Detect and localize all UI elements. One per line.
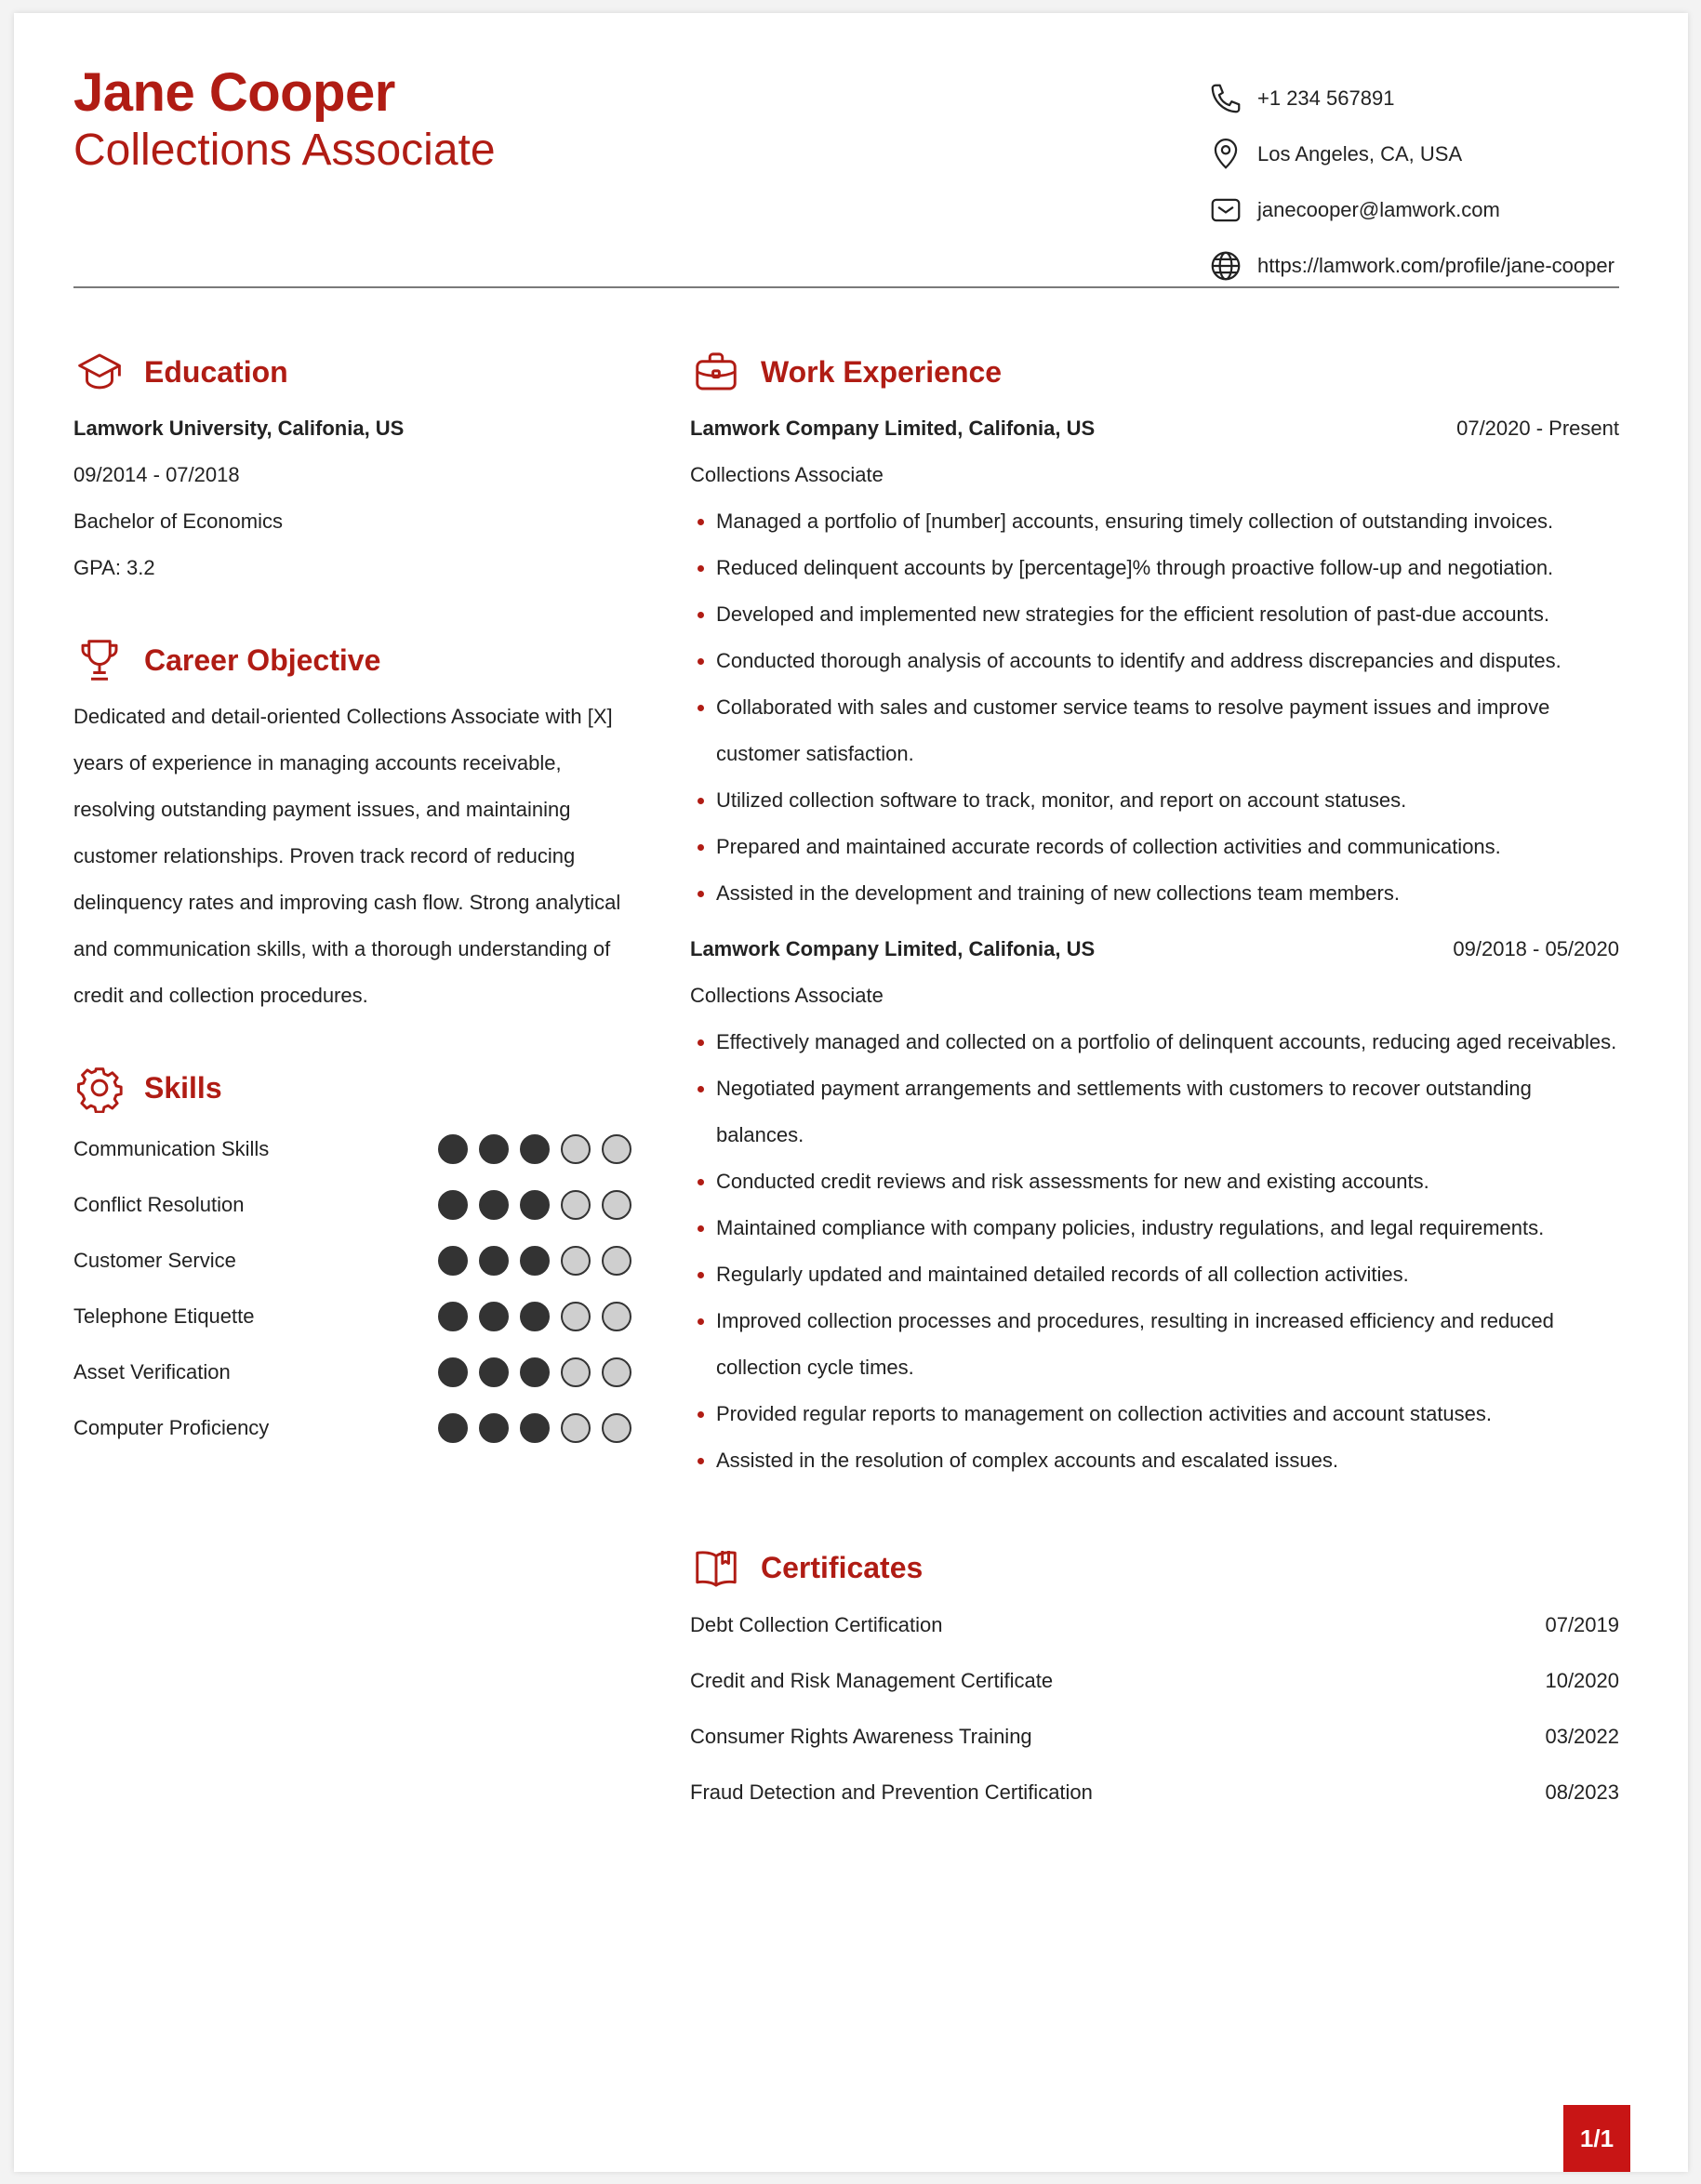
phone-icon (1207, 80, 1244, 117)
objective-line: credit and collection procedures. (73, 984, 368, 1007)
objective-text (73, 694, 631, 1019)
right-column (690, 344, 1619, 1820)
job-bullet: Prepared and maintained accurate records of collection activities and communications. (690, 824, 1619, 870)
objective-title: Career Objective (144, 642, 381, 677)
certificate-row (690, 1765, 1619, 1820)
job-company: Lamwork Company Limited, Califonia, US (690, 937, 1096, 960)
certificate-date: 08/2023 (1545, 1780, 1619, 1804)
skill-dot-filled (479, 1246, 509, 1276)
skill-dot-filled (438, 1413, 468, 1443)
contact-location-text: Los Angeles, CA, USA (1257, 142, 1463, 165)
skill-name: Computer Proficiency (73, 1416, 270, 1439)
certificates-heading (690, 1540, 1619, 1595)
skill-row (73, 1289, 631, 1344)
objective-line: customer relationships. Proven track record of reducing (73, 844, 576, 867)
briefcase-icon (690, 346, 742, 398)
skill-dot-empty (602, 1190, 631, 1220)
job-bullet: Collaborated with sales and customer service teams to resolve payment issues and improve customer satisfaction. (690, 684, 1619, 777)
job-bullet: Effectively managed and collected on a portfolio of delinquent accounts, reducing aged receivables. (690, 1019, 1619, 1066)
work-title: Work Experience (761, 354, 1003, 389)
candidate-name: Jane Cooper (73, 62, 395, 123)
work-heading (690, 344, 1619, 400)
job-bullet: Negotiated payment arrangements and settlements with customers to recover outstanding balances. (690, 1066, 1619, 1158)
skill-name: Conflict Resolution (73, 1193, 245, 1216)
certificate-name: Fraud Detection and Prevention Certification (690, 1780, 1093, 1804)
job-bullet: Conducted credit reviews and risk assessments for new and existing accounts. (690, 1158, 1619, 1205)
skill-dot-filled (520, 1246, 550, 1276)
skill-dot-filled (479, 1357, 509, 1387)
skill-row (73, 1344, 631, 1400)
job-bullet: Improved collection processes and procedures, resulting in increased efficiency and reduced collection cycle times. (690, 1298, 1619, 1391)
job-bullets (690, 498, 1619, 917)
skills-section (73, 1060, 631, 1456)
skill-dot-filled (479, 1302, 509, 1331)
certificate-date: 10/2020 (1545, 1669, 1619, 1692)
skill-dot-filled (438, 1190, 468, 1220)
job-bullet: Conducted thorough analysis of accounts to identify and address discrepancies and disputes. (690, 638, 1619, 684)
education-school: Lamwork University, Califonia, US (73, 417, 405, 440)
education-section (73, 344, 631, 591)
job-bullets (690, 1019, 1619, 1484)
skill-dot-filled (520, 1302, 550, 1331)
certificate-date: 03/2022 (1545, 1725, 1619, 1748)
skill-dot-empty (602, 1134, 631, 1164)
book-icon (690, 1542, 742, 1594)
skills-list (73, 1121, 631, 1456)
skill-dot-filled (520, 1190, 550, 1220)
job-company: Lamwork Company Limited, Califonia, US (690, 417, 1096, 440)
job-bullet: Assisted in the development and training of new collections team members. (690, 870, 1619, 917)
skill-row (73, 1121, 631, 1177)
job-header (690, 926, 1619, 973)
skill-rating (438, 1357, 631, 1387)
skill-dot-filled (520, 1134, 550, 1164)
certificate-list (690, 1597, 1619, 1820)
skill-dot-empty (561, 1357, 591, 1387)
job-bullet: Maintained compliance with company policies, industry regulations, and legal requirements. (690, 1205, 1619, 1251)
job-dates: 07/2020 - Present (1456, 417, 1619, 440)
job-entry (690, 926, 1619, 1484)
skill-dot-empty (602, 1302, 631, 1331)
skill-name: Customer Service (73, 1249, 236, 1272)
mail-icon (1207, 192, 1244, 229)
education-title: Education (144, 354, 288, 389)
contact-location (1207, 126, 1635, 182)
certificate-row (690, 1709, 1619, 1765)
job-bullet: Developed and implemented new strategies for the efficient resolution of past-due accounts. (690, 591, 1619, 638)
skill-dot-empty (561, 1413, 591, 1443)
skill-dot-filled (520, 1357, 550, 1387)
objective-heading (73, 632, 631, 688)
work-section (690, 344, 1619, 1484)
certificate-name: Consumer Rights Awareness Training (690, 1725, 1032, 1748)
skill-dot-filled (520, 1413, 550, 1443)
certificate-row (690, 1597, 1619, 1653)
skill-dot-empty (561, 1246, 591, 1276)
objective-line: years of experience in managing accounts receivable, (73, 751, 562, 774)
page-indicator: 1/1 (1563, 2105, 1630, 2172)
job-header (690, 405, 1619, 452)
skill-dot-filled (438, 1134, 468, 1164)
contact-list (1207, 71, 1635, 294)
candidate-title: Collections Associate (73, 126, 496, 175)
contact-website-text: https://lamwork.com/profile/jane-cooper (1257, 254, 1615, 277)
skill-row (73, 1177, 631, 1233)
left-column (73, 344, 631, 1456)
globe-icon (1207, 247, 1244, 285)
gear-icon (73, 1062, 126, 1114)
job-position: Collections Associate (690, 984, 884, 1007)
skill-dot-empty (602, 1246, 631, 1276)
skill-dot-filled (438, 1357, 468, 1387)
contact-phone (1207, 71, 1635, 126)
certificate-name: Debt Collection Certification (690, 1613, 943, 1636)
skill-dot-filled (438, 1302, 468, 1331)
skill-name: Telephone Etiquette (73, 1304, 255, 1328)
skill-dot-empty (561, 1302, 591, 1331)
skill-dot-filled (479, 1134, 509, 1164)
skill-dot-filled (479, 1413, 509, 1443)
skill-rating (438, 1134, 631, 1164)
skill-rating (438, 1246, 631, 1276)
location-pin-icon (1207, 136, 1244, 173)
job-bullet: Regularly updated and maintained detailed records of all collection activities. (690, 1251, 1619, 1298)
skill-dot-empty (602, 1413, 631, 1443)
skill-rating (438, 1302, 631, 1331)
job-bullet: Provided regular reports to management on collection activities and account statuses. (690, 1391, 1619, 1437)
education-gpa: GPA: 3.2 (73, 556, 155, 579)
certificates-section (690, 1540, 1619, 1820)
job-bullet: Utilized collection software to track, monitor, and report on account statuses. (690, 777, 1619, 824)
skill-rating (438, 1190, 631, 1220)
skills-heading (73, 1060, 631, 1116)
job-position: Collections Associate (690, 463, 884, 486)
skill-dot-empty (561, 1134, 591, 1164)
skill-dot-empty (602, 1357, 631, 1387)
job-bullet: Managed a portfolio of [number] accounts, ensuring timely collection of outstanding invoices. (690, 498, 1619, 545)
job-dates: 09/2018 - 05/2020 (1453, 937, 1619, 960)
skill-name: Asset Verification (73, 1360, 231, 1383)
job-bullet: Assisted in the resolution of complex accounts and escalated issues. (690, 1437, 1619, 1484)
skill-dot-empty (561, 1190, 591, 1220)
contact-phone-text: +1 234 567891 (1257, 86, 1395, 110)
header-divider (73, 286, 1619, 288)
certificates-title: Certificates (761, 1550, 924, 1584)
skill-row (73, 1233, 631, 1289)
job-entry (690, 405, 1619, 917)
skill-rating (438, 1413, 631, 1443)
job-bullet: Reduced delinquent accounts by [percentage]% through proactive follow-up and negotiation. (690, 545, 1619, 591)
objective-line: and communication skills, with a thorough understanding of (73, 937, 611, 960)
contact-email-text: janecooper@lamwork.com (1257, 198, 1500, 221)
resume-page (14, 13, 1688, 2172)
contact-email (1207, 182, 1635, 238)
objective-section (73, 632, 631, 1019)
contact-website (1207, 238, 1635, 294)
education-heading (73, 344, 631, 400)
objective-line: resolving outstanding payment issues, and maintaining (73, 798, 571, 821)
skill-row (73, 1400, 631, 1456)
certificate-name: Credit and Risk Management Certificate (690, 1669, 1054, 1692)
skill-dot-filled (479, 1190, 509, 1220)
education-dates: 09/2014 - 07/2018 (73, 463, 240, 486)
objective-line: Dedicated and detail-oriented Collections Associate with [X] (73, 705, 613, 728)
certificate-row (690, 1653, 1619, 1709)
graduation-cap-icon (73, 346, 126, 398)
skill-name: Communication Skills (73, 1137, 270, 1160)
objective-line: delinquency rates and improving cash flow. Strong analytical (73, 891, 621, 914)
skill-dot-filled (438, 1246, 468, 1276)
skills-title: Skills (144, 1070, 222, 1105)
education-degree: Bachelor of Economics (73, 510, 283, 533)
trophy-icon (73, 634, 126, 686)
certificate-date: 07/2019 (1545, 1613, 1619, 1636)
